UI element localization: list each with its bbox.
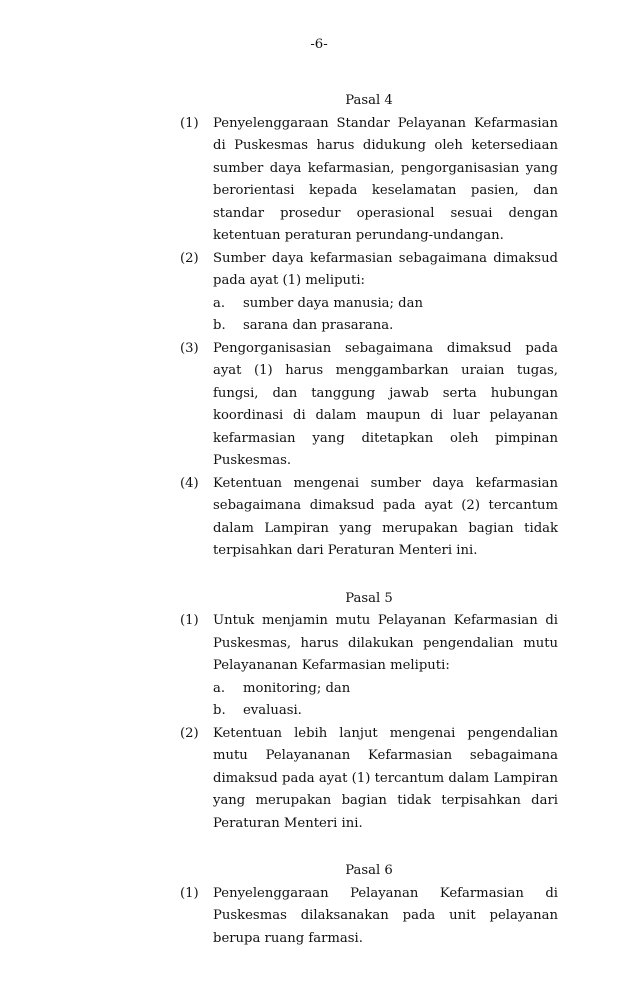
sub-item (213, 293, 558, 316)
section-pasal-5 (180, 588, 558, 836)
article-item (180, 113, 558, 248)
section-heading: Pasal 6 (345, 863, 393, 878)
item-text: Untuk menjamin mutu Pelayanan Kefarmasian di Puskesmas, harus dilakukan pengendalian mutu Pelayananan Kefarmasian meliputi: (213, 613, 558, 673)
section-pasal-6 (180, 860, 558, 950)
sub-item-letter: a. (213, 295, 226, 311)
sub-item (213, 678, 558, 701)
section-spacer (180, 563, 558, 588)
article-item (180, 338, 558, 473)
page-number: -6- (310, 37, 328, 52)
item-text: Penyelenggaraan Standar Pelayanan Kefarmasian di Puskesmas harus didukung oleh ketersediaan sumber daya kefarmasian, pengorganisasian yang berorientasi kepada keselamatan pasien, dan standar prosedur operasional sesuai dengan ketentuan peraturan perundang-undangan. (213, 115, 558, 243)
item-number: (2) (180, 250, 199, 266)
sub-item-text: evaluasi. (243, 703, 302, 718)
sub-item-letter: a. (213, 680, 226, 696)
section-pasal-4 (180, 90, 558, 563)
item-text: Penyelenggaraan Pelayanan Kefarmasian di Puskesmas dilaksanakan pada unit pelayanan berupa ruang farmasi. (213, 885, 558, 946)
article-item (180, 610, 558, 723)
item-text: Pengorganisasian sebagaimana dimaksud pada ayat (1) harus menggambarkan uraian tugas, fungsi, dan tanggung jawab serta hubungan koordinasi di dalam maupun di luar pelayanan kefarmasian yang ditetapkan oleh pimpinan Puskesmas. (213, 340, 558, 468)
sub-item-text: monitoring; dan (243, 680, 351, 696)
item-number: (3) (180, 340, 199, 356)
document-body (180, 90, 558, 950)
article-item (180, 473, 558, 563)
article-item (180, 723, 558, 836)
sub-item-letter: b. (213, 318, 226, 333)
sub-item-text: sumber daya manusia; dan (243, 295, 423, 311)
item-number: (1) (180, 115, 199, 131)
item-text: Ketentuan mengenai sumber daya kefarmasian sebagaimana dimaksud pada ayat (2) tercantum dalam Lampiran yang merupakan bagian tidak terpisahkan dari Peraturan Menteri ini. (213, 475, 558, 558)
article-item (180, 883, 558, 951)
item-text: Ketentuan lebih lanjut mengenai pengendalian mutu Pelayananan Kefarmasian sebagaimana dimaksud pada ayat (1) tercantum dalam Lampiran yang merupakan bagian tidak terpisahkan dari Peraturan Menteri ini. (213, 725, 558, 831)
item-number: (2) (180, 725, 199, 741)
section-heading: Pasal 4 (345, 93, 393, 108)
item-text: Sumber daya kefarmasian sebagaimana dimaksud pada ayat (1) meliputi: (213, 250, 558, 288)
section-heading: Pasal 5 (345, 590, 393, 606)
sub-item (213, 315, 558, 338)
item-number: (4) (180, 475, 199, 491)
sub-item-letter: b. (213, 703, 226, 718)
item-number: (1) (180, 613, 199, 628)
sub-item (213, 700, 558, 723)
item-number: (1) (180, 885, 199, 901)
section-spacer (180, 835, 558, 860)
article-item (180, 248, 558, 338)
sub-item-text: sarana dan prasarana. (243, 318, 394, 333)
